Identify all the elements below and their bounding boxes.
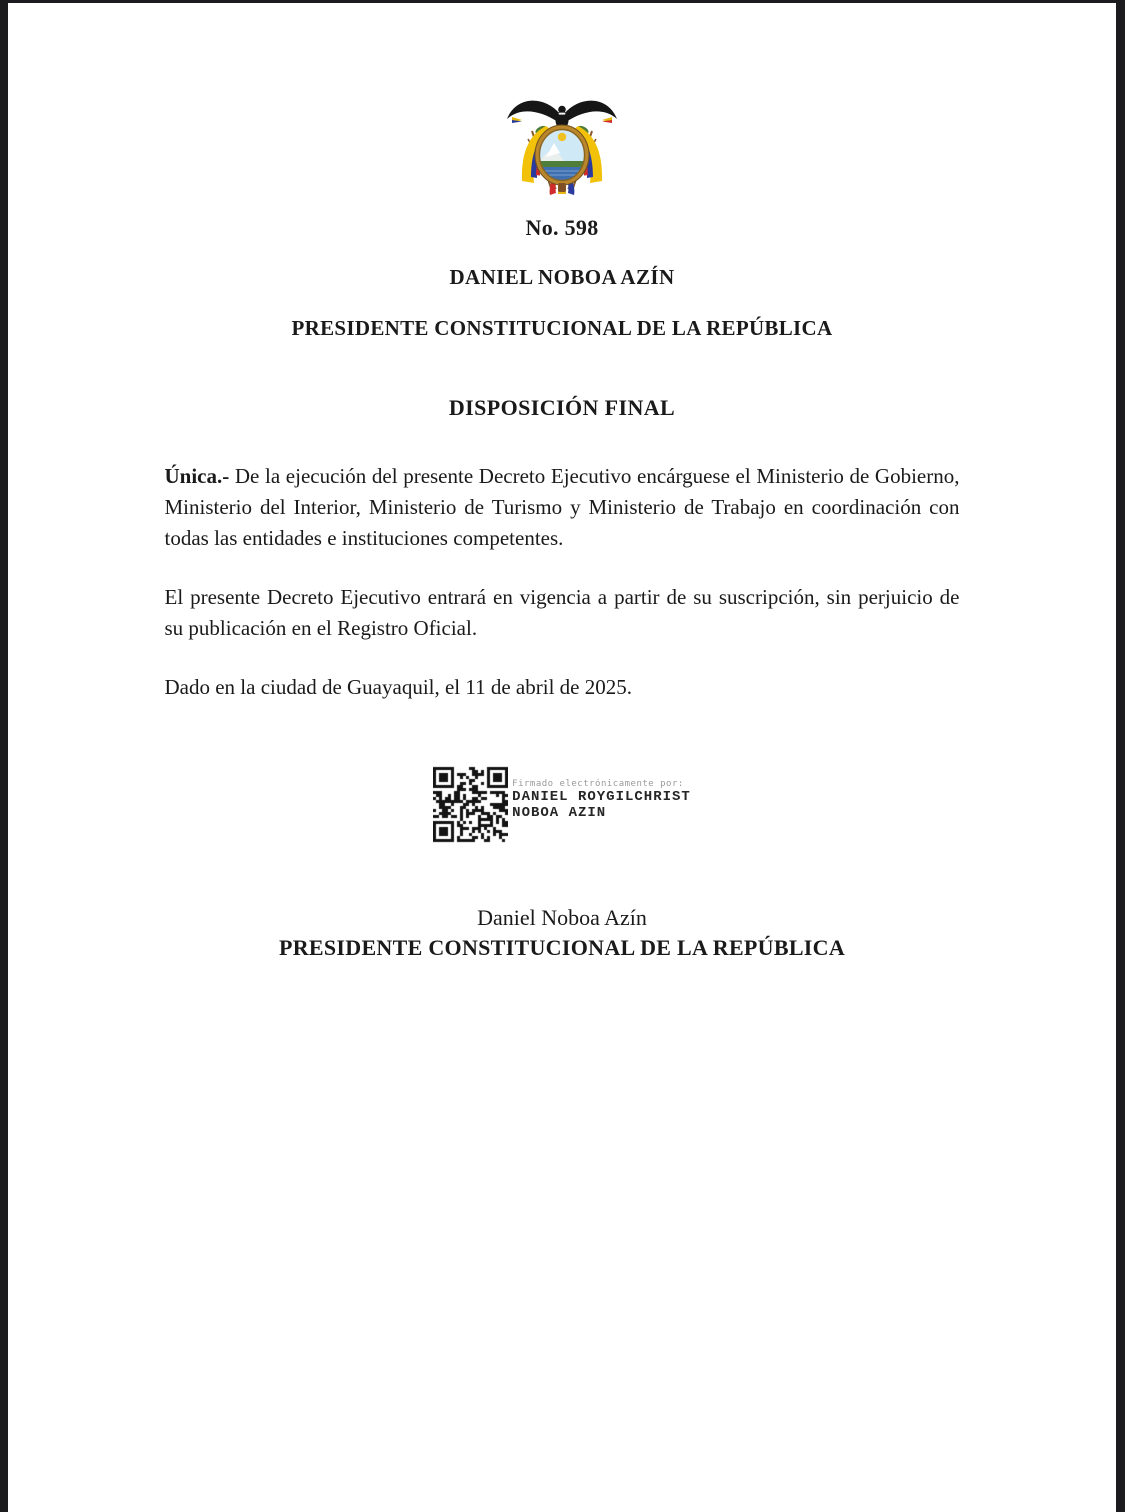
ecuador-coat-of-arms-icon [502, 93, 622, 197]
signatory-name: Daniel Noboa Azín [477, 905, 647, 930]
paragraph-dado: Dado en la ciudad de Guayaquil, el 11 de abril de 2025. [164, 675, 632, 699]
author-title-heading: PRESIDENTE CONSTITUCIONAL DE LA REPÚBLICA [291, 316, 833, 340]
electronic-signature-block [165, 765, 960, 847]
viewer-top-edge [0, 0, 1125, 3]
document-content [165, 3, 960, 963]
viewer-right-edge [1116, 0, 1125, 1512]
paragraph-unica-text: De la ejecución del presente Decreto Ejecutivo encárguese el Ministerio de Gobierno, Ministerio del Interior, Ministerio de Turismo y Ministerio de Trabajo en coordinación con todas las entidades e instituciones competentes. [164, 464, 960, 550]
signature-text [512, 765, 691, 821]
document-page [8, 3, 1116, 1512]
viewer-left-edge [0, 0, 8, 1512]
decree-number: No. 598 [525, 215, 599, 240]
paragraph-unica-lead: Única.- [164, 464, 230, 488]
qr-code-icon [433, 765, 508, 843]
signer-name-line1: DANIEL ROYGILCHRIST [512, 789, 691, 805]
paragraph-unica [165, 461, 960, 554]
paragraph-vigencia: El presente Decreto Ejecutivo entrará en vigencia a partir de su suscripción, sin perjuicio de su publicación en el Registro Oficial. [164, 585, 960, 640]
author-name-heading: DANIEL NOBOA AZÍN [449, 265, 675, 289]
signer-name-line2: NOBOA AZIN [512, 805, 607, 821]
signed-electronically-note: Firmado electrónicamente por: [512, 779, 684, 789]
signatory-title: PRESIDENTE CONSTITUCIONAL DE LA REPÚBLICA [278, 935, 846, 960]
section-title: DISPOSICIÓN FINAL [448, 395, 676, 420]
